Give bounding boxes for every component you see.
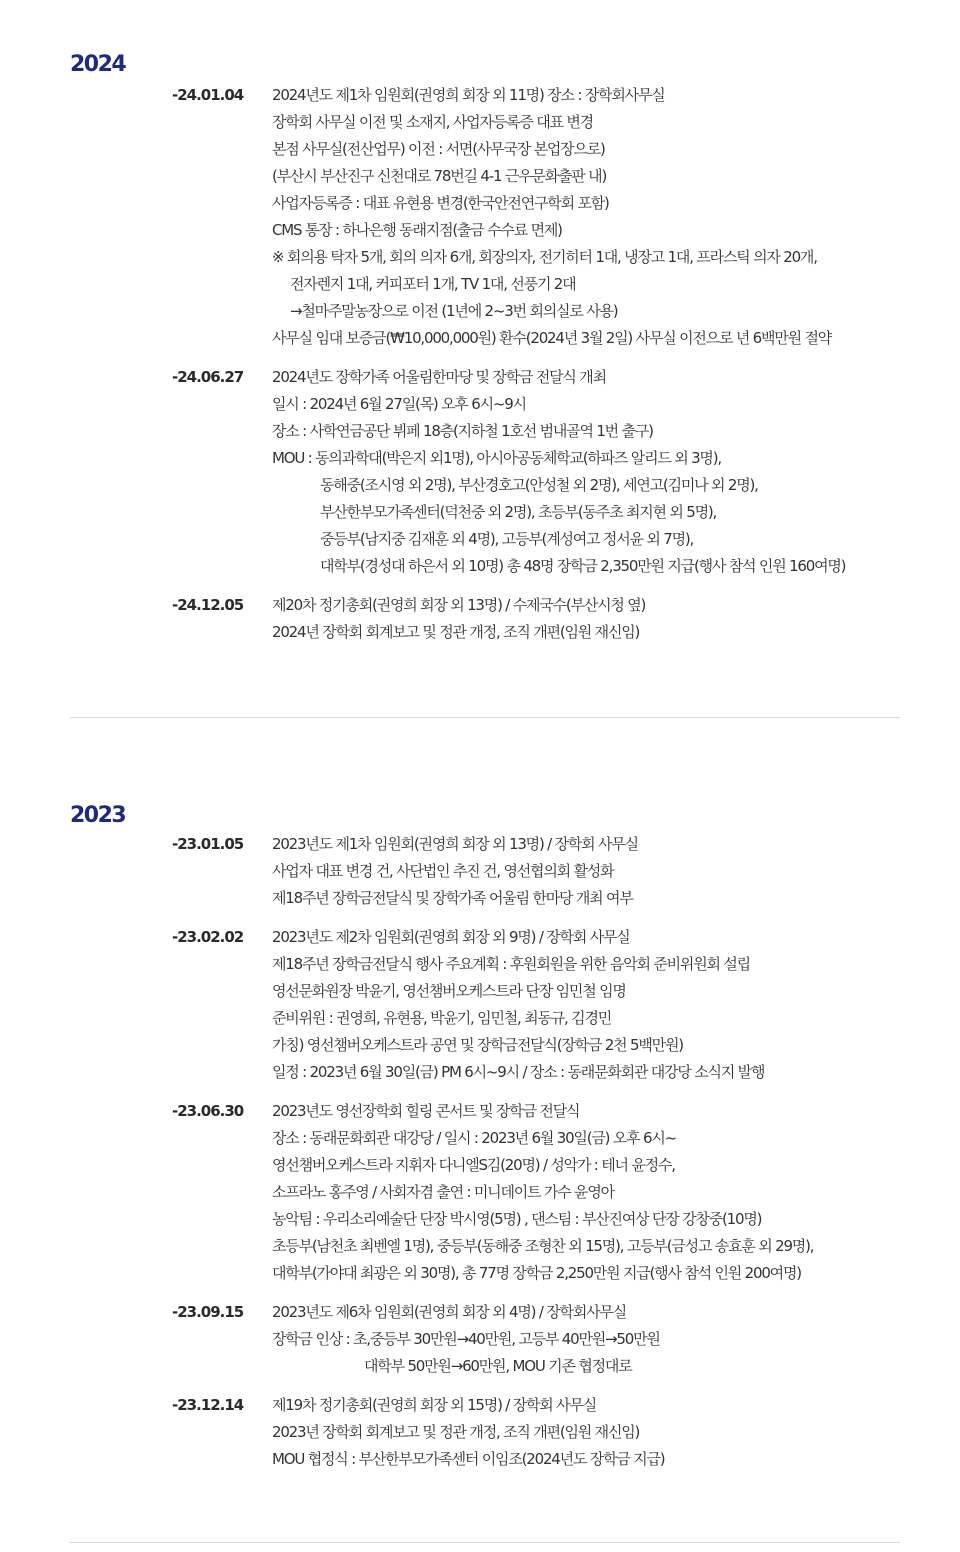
entry-date: -23.02.02 (172, 928, 244, 946)
entry-line: 부산한부모가족센터(덕천중 외 2명), 초등부(동주초 최지현 외 5명), (320, 503, 717, 521)
entry-line: 2023년도 제2차 임원회(권영희 회장 외 9명) / 장학회 사무실 (272, 928, 630, 946)
entry-line: 장학회 사무실 이전 및 소재지, 사업자등록증 대표 변경 (272, 113, 593, 131)
entry-line: 농악팀 : 우리소리예술단 단장 박시영(5명) , 댄스팀 : 부산진여상 단장 강창중(10명) (272, 1210, 762, 1228)
entry-date: -24.12.05 (172, 596, 244, 614)
entry-line: 제18주년 장학금전달식 및 장학가족 어울림 한마당 개최 여부 (272, 889, 633, 907)
entry-line: 장소 : 동래문화회관 대강당 / 일시 : 2023년 6월 30일(금) 오후 6시~ (272, 1129, 677, 1147)
entry-list (0, 831, 960, 1485)
entry-line: 2023년도 제6차 임원회(권영희 회장 외 4명) / 장학회사무실 (272, 1303, 626, 1321)
entry-line: 2023년 장학회 회계보고 및 정관 개정, 조직 개편(임원 재신임) (272, 1423, 640, 1441)
entry-text (272, 592, 912, 646)
entry-line: 중등부(남지중 김재훈 외 4명), 고등부(계성여고 정서윤 외 7명), (320, 530, 694, 548)
entry-line: MOU : 동의과학대(박은지 외1명), 아시아공동체학교(하파즈 알리드 외 3명), (272, 449, 721, 467)
entry-line: 2024년도 제1차 임원회(권영희 회장 외 11명) 장소 : 장학회사무실 (272, 86, 665, 104)
entry-line: 장소 : 사학연금공단 뷔페 18층(지하철 1호선 범내골역 1번 출구) (272, 422, 653, 440)
entry-date: -23.01.05 (172, 835, 244, 853)
entry-line: 본점 사무실(전산업무) 이전 : 서면(사무국장 본업장으로) (272, 140, 605, 158)
entry-text (272, 1392, 912, 1473)
entry-line: 사업자등록증 : 대표 유현용 변경(한국안전연구학회 포함) (272, 194, 609, 212)
entry-line: 대학부(경성대 하은서 외 10명) 총 48명 장학금 2,350만원 지급(행사 참석 인원 160여명) (320, 557, 846, 575)
entry-date: -23.06.30 (172, 1102, 244, 1120)
entry-line: 제18주년 장학금전달식 행사 주요계획 : 후원회원을 위한 음악회 준비위원회 설립 (272, 955, 750, 973)
entry-line: 제20차 정기총회(권영희 회장 외 13명) / 수제국수(부산시청 옆) (272, 596, 646, 614)
entry-line: 대학부 50만원→60만원, MOU 기존 협정대로 (364, 1357, 632, 1375)
section-divider (70, 717, 900, 718)
year-title: 2023 (70, 803, 126, 828)
entry-text (272, 1299, 912, 1380)
entry-date: -24.06.27 (172, 368, 244, 386)
entry-line: 소프라노 홍주영 / 사회자겸 출연 : 미니데이트 가수 윤영아 (272, 1183, 614, 1201)
entry-text (272, 82, 912, 352)
timeline-entry (0, 592, 960, 646)
entry-line: 일시 : 2024년 6월 27일(목) 오후 6시~9시 (272, 395, 526, 413)
entry-line: 2024년 장학회 회계보고 및 정관 개정, 조직 개편(임원 재신임) (272, 623, 640, 641)
entry-list (0, 82, 960, 658)
section-divider (70, 1542, 900, 1543)
entry-line: 2024년도 장학가족 어울림한마당 및 장학금 전달식 개최 (272, 368, 606, 386)
entry-line: 전자렌지 1대, 커피포터 1개, TV 1대, 선풍기 2대 (290, 275, 576, 293)
entry-date: -23.09.15 (172, 1303, 244, 1321)
entry-line: 동해중(조시영 외 2명), 부산경호고(안성철 외 2명), 세연고(김미나 외 2명), (320, 476, 758, 494)
entry-line: →철마주말농장으로 이전 (1년에 2~3번 회의실로 사용) (290, 302, 618, 320)
entry-text (272, 1098, 912, 1287)
entry-date: -24.01.04 (172, 86, 244, 104)
entry-line: (부산시 부산진구 신천대로 78번길 4-1 근우문화출판 내) (272, 167, 607, 185)
timeline-entry (0, 1299, 960, 1380)
entry-line: 제19차 정기총회(권영희 회장 외 15명) / 장학회 사무실 (272, 1396, 597, 1414)
year-title: 2024 (70, 52, 126, 77)
entry-line: 2023년도 영선장학회 힐링 콘서트 및 장학금 전달식 (272, 1102, 580, 1120)
entry-line: CMS 통장 : 하나은행 동래지점(출금 수수료 면제) (272, 221, 562, 239)
entry-line: ※ 회의용 탁자 5개, 회의 의자 6개, 회장의자, 전기히터 1대, 냉장고 1대, 프라스틱 의자 20개, (272, 248, 817, 266)
entry-line: 가칭) 영선챔버오케스트라 공연 및 장학금전달식(장학금 2천 5백만원) (272, 1036, 683, 1054)
entry-text (272, 364, 912, 580)
entry-line: 2023년도 제1차 임원회(권영희 회장 외 13명) / 장학회 사무실 (272, 835, 638, 853)
entry-date: -23.12.14 (172, 1396, 244, 1414)
entry-line: MOU 협정식 : 부산한부모가족센터 이임조(2024년도 장학금 지급) (272, 1450, 665, 1468)
timeline-entry (0, 364, 960, 580)
entry-text (272, 924, 912, 1086)
entry-line: 일정 : 2023년 6월 30일(금) PM 6시~9시 / 장소 : 동래문화회관 대강당 소식지 발행 (272, 1063, 765, 1081)
entry-line: 영선챔버오케스트라 지휘자 다니엘S김(20명) / 성악가 : 테너 윤정수, (272, 1156, 675, 1174)
timeline-entry (0, 1098, 960, 1287)
entry-line: 사업자 대표 변경 건, 사단법인 추진 건, 영선협의회 활성화 (272, 862, 614, 880)
timeline-entry (0, 831, 960, 912)
entry-line: 준비위원 : 권영희, 유현용, 박윤기, 임민철, 최동규, 김경민 (272, 1009, 612, 1027)
entry-line: 사무실 임대 보증금(₩10,000,000원) 환수(2024년 3월 2일) 사무실 이전으로 년 6백만원 절약 (272, 329, 832, 347)
entry-line: 대학부(가야대 최광은 외 30명), 총 77명 장학금 2,250만원 지급(행사 참석 인원 200여명) (272, 1264, 801, 1282)
entry-line: 영선문화원장 박윤기, 영선챔버오케스트라 단장 임민철 임명 (272, 982, 626, 1000)
timeline-entry (0, 924, 960, 1086)
entry-line: 장학금 인상 : 초,중등부 30만원→40만원, 고등부 40만원→50만원 (272, 1330, 660, 1348)
timeline-entry (0, 82, 960, 352)
entry-text (272, 831, 912, 912)
timeline-entry (0, 1392, 960, 1473)
entry-line: 초등부(남천초 최벤엘 1명), 중등부(동해중 조형찬 외 15명), 고등부(금성고 송효훈 외 29명), (272, 1237, 814, 1255)
